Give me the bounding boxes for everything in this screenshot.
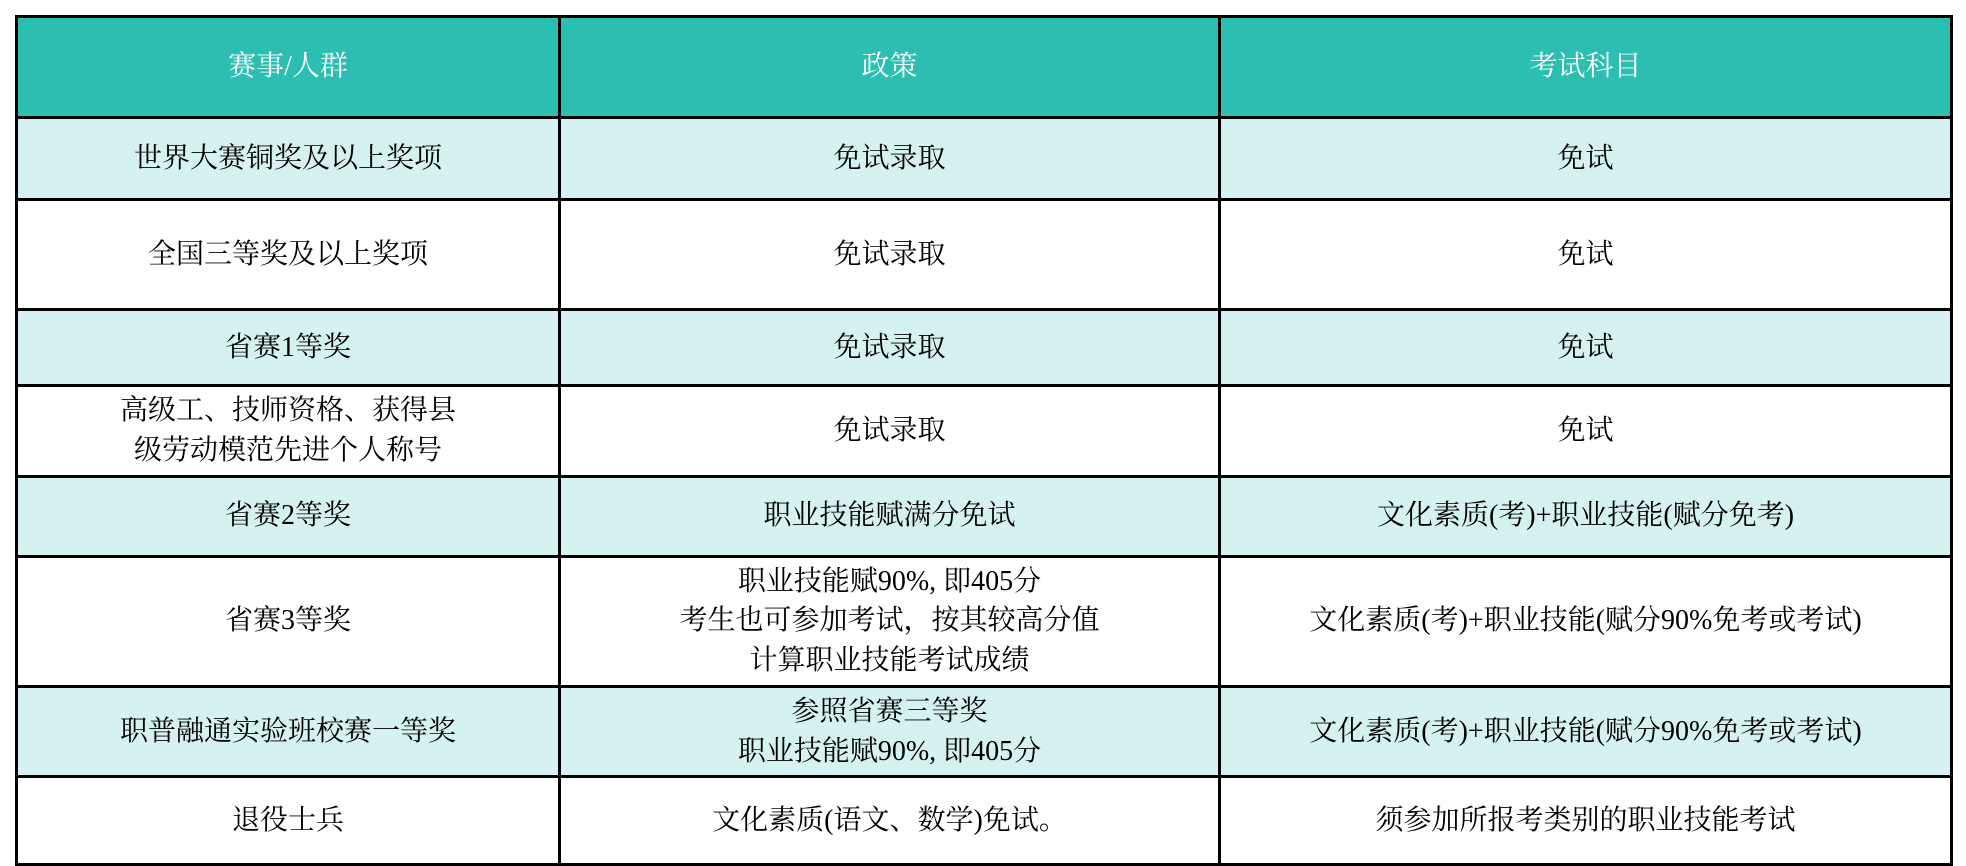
cell-line: 文化素质(考)+职业技能(赋分90%免考或考试)	[1309, 715, 1862, 747]
column-header-group: 赛事/人群	[17, 17, 560, 118]
header-row	[17, 17, 1952, 118]
cell-line: 省赛2等奖	[224, 500, 351, 532]
cell-line: 省赛1等奖	[224, 331, 351, 363]
cell-line: 免试录取	[833, 142, 946, 174]
column-header-policy: 政策	[560, 17, 1220, 118]
cell-subjects	[1220, 310, 1952, 386]
cell-policy	[560, 386, 1220, 477]
table-row	[17, 118, 1952, 200]
cell-line: 免试录取	[833, 414, 946, 446]
cell-policy	[560, 118, 1220, 200]
table-row	[17, 556, 1952, 686]
cell-subjects	[1220, 777, 1952, 865]
cell-group	[17, 556, 560, 686]
cell-line: 职业技能赋90%, 即405分	[737, 735, 1042, 767]
table-row	[17, 310, 1952, 386]
cell-subjects	[1220, 200, 1952, 310]
cell-group	[17, 386, 560, 477]
table-row	[17, 777, 1952, 865]
cell-group	[17, 200, 560, 310]
cell-policy	[560, 556, 1220, 686]
cell-group	[17, 777, 560, 865]
cell-subjects	[1220, 556, 1952, 686]
cell-line: 职普融通实验班校赛一等奖	[119, 715, 456, 747]
cell-line: 须参加所报考类别的职业技能考试	[1375, 804, 1796, 836]
admission-policy-table	[15, 15, 1953, 866]
cell-line: 级劳动模范先进个人称号	[133, 434, 442, 466]
cell-policy	[560, 777, 1220, 865]
cell-line: 免试	[1557, 414, 1614, 446]
cell-line: 职业技能赋90%, 即405分	[737, 565, 1042, 597]
cell-line: 高级工、技师资格、获得县	[119, 395, 456, 426]
table-row	[17, 686, 1952, 777]
cell-line: 退役士兵	[231, 804, 344, 836]
cell-line: 计算职业技能考试成绩	[749, 645, 1030, 676]
table-row	[17, 386, 1952, 477]
table-row	[17, 200, 1952, 310]
table-header	[17, 17, 1952, 118]
cell-group	[17, 686, 560, 777]
cell-line: 考生也可参加考试，按其较高分值	[679, 605, 1100, 637]
cell-subjects	[1220, 118, 1952, 200]
cell-subjects	[1220, 386, 1952, 477]
table-body	[17, 118, 1952, 865]
cell-policy	[560, 476, 1220, 556]
cell-policy	[560, 310, 1220, 386]
cell-line: 免试	[1557, 142, 1614, 174]
cell-line: 免试	[1557, 331, 1614, 363]
cell-group	[17, 476, 560, 556]
cell-line: 免试录取	[833, 238, 946, 270]
cell-line: 省赛3等奖	[224, 605, 351, 637]
cell-line: 世界大赛铜奖及以上奖项	[133, 142, 442, 174]
cell-line: 文化素质(考)+职业技能(赋分免考)	[1376, 500, 1795, 532]
cell-line: 职业技能赋满分免试	[763, 500, 1016, 532]
cell-subjects	[1220, 476, 1952, 556]
table-row	[17, 476, 1952, 556]
cell-line: 免试录取	[833, 331, 946, 363]
cell-line: 全国三等奖及以上奖项	[147, 238, 428, 270]
cell-line: 文化素质(考)+职业技能(赋分90%免考或考试)	[1309, 605, 1862, 637]
cell-subjects	[1220, 686, 1952, 777]
cell-line: 参照省赛三等奖	[791, 695, 988, 727]
column-header-subjects: 考试科目	[1220, 17, 1952, 118]
cell-group	[17, 118, 560, 200]
cell-policy	[560, 686, 1220, 777]
cell-line: 文化素质(语文、数学)免试。	[712, 804, 1067, 836]
cell-group	[17, 310, 560, 386]
cell-policy	[560, 200, 1220, 310]
cell-line: 免试	[1557, 238, 1614, 270]
